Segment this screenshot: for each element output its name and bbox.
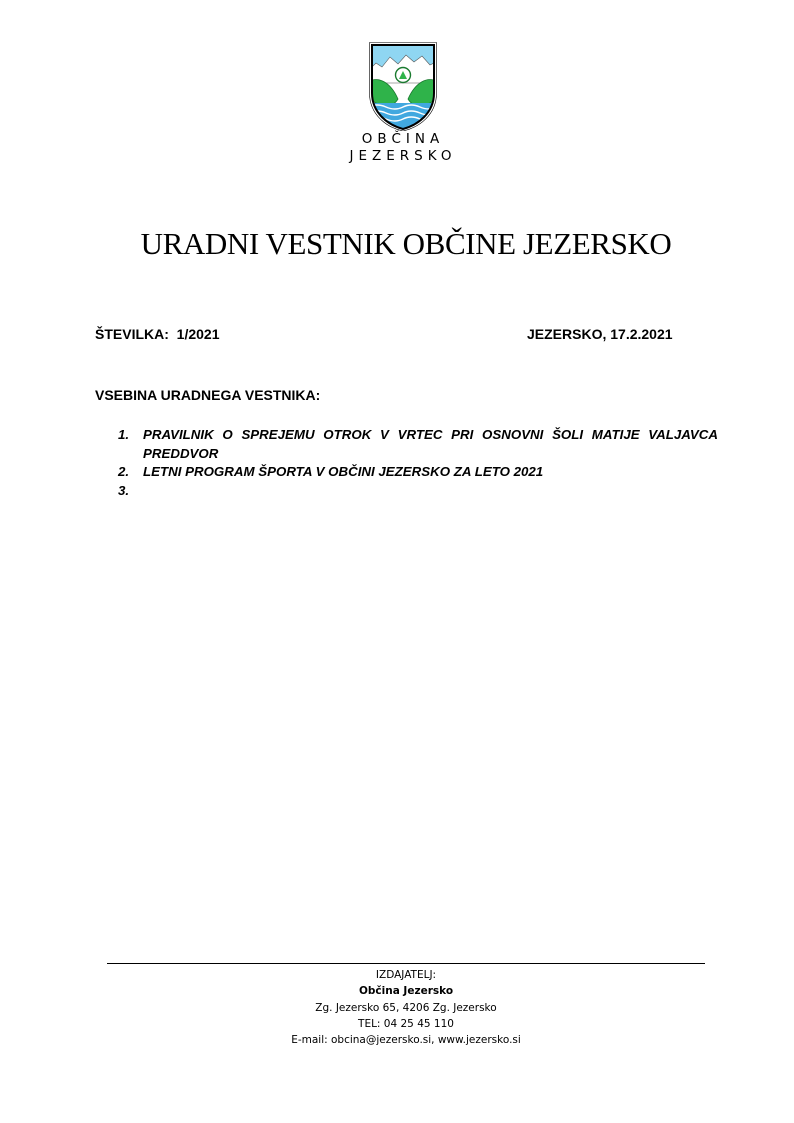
- toc-item: [118, 482, 718, 501]
- publisher-label: IZDAJATELJ:: [375, 969, 437, 981]
- coat-of-arms-icon: [368, 41, 438, 131]
- table-of-contents: [118, 426, 718, 500]
- publisher-name: Občina Jezersko: [358, 985, 454, 998]
- issue-number-label: ŠTEVILKA:: [95, 326, 169, 342]
- issue-number-value: 1/2021: [176, 326, 220, 342]
- toc-item-number: 2.: [118, 464, 130, 479]
- publisher-footer: [107, 967, 705, 1048]
- toc-item: [118, 426, 718, 463]
- toc-item: [118, 463, 718, 482]
- gazette-title: URADNI VESTNIK OBČINE JEZERSKO: [140, 226, 672, 261]
- issue-number: [95, 325, 220, 343]
- toc-item-text: LETNI PROGRAM ŠPORTA V OBČINI JEZERSKO ZA LETO 2021: [143, 464, 544, 479]
- toc-item-number: 3.: [118, 482, 130, 498]
- contents-heading: VSEBINA URADNEGA VESTNIKA:: [95, 387, 321, 403]
- publisher-contact: E-mail: obcina@jezersko.si, www.jezersko.si: [291, 1034, 521, 1047]
- issue-place-date: JEZERSKO, 17.2.2021: [527, 326, 673, 342]
- footer-divider: [107, 963, 705, 964]
- toc-item-text: PRAVILNIK O SPREJEMU OTROK V VRTEC PRI OSNOVNI ŠOLI MATIJE VALJAVCA PREDDVOR: [143, 427, 718, 461]
- publisher-phone: TEL: 04 25 45 110: [358, 1017, 454, 1030]
- municipality-name-line2: JEZERSKO: [349, 148, 457, 164]
- municipality-name-line1: OBČINA: [361, 131, 445, 147]
- publisher-address: Zg. Jezersko 65, 4206 Zg. Jezersko: [315, 1001, 497, 1014]
- toc-item-number: 1.: [118, 427, 130, 442]
